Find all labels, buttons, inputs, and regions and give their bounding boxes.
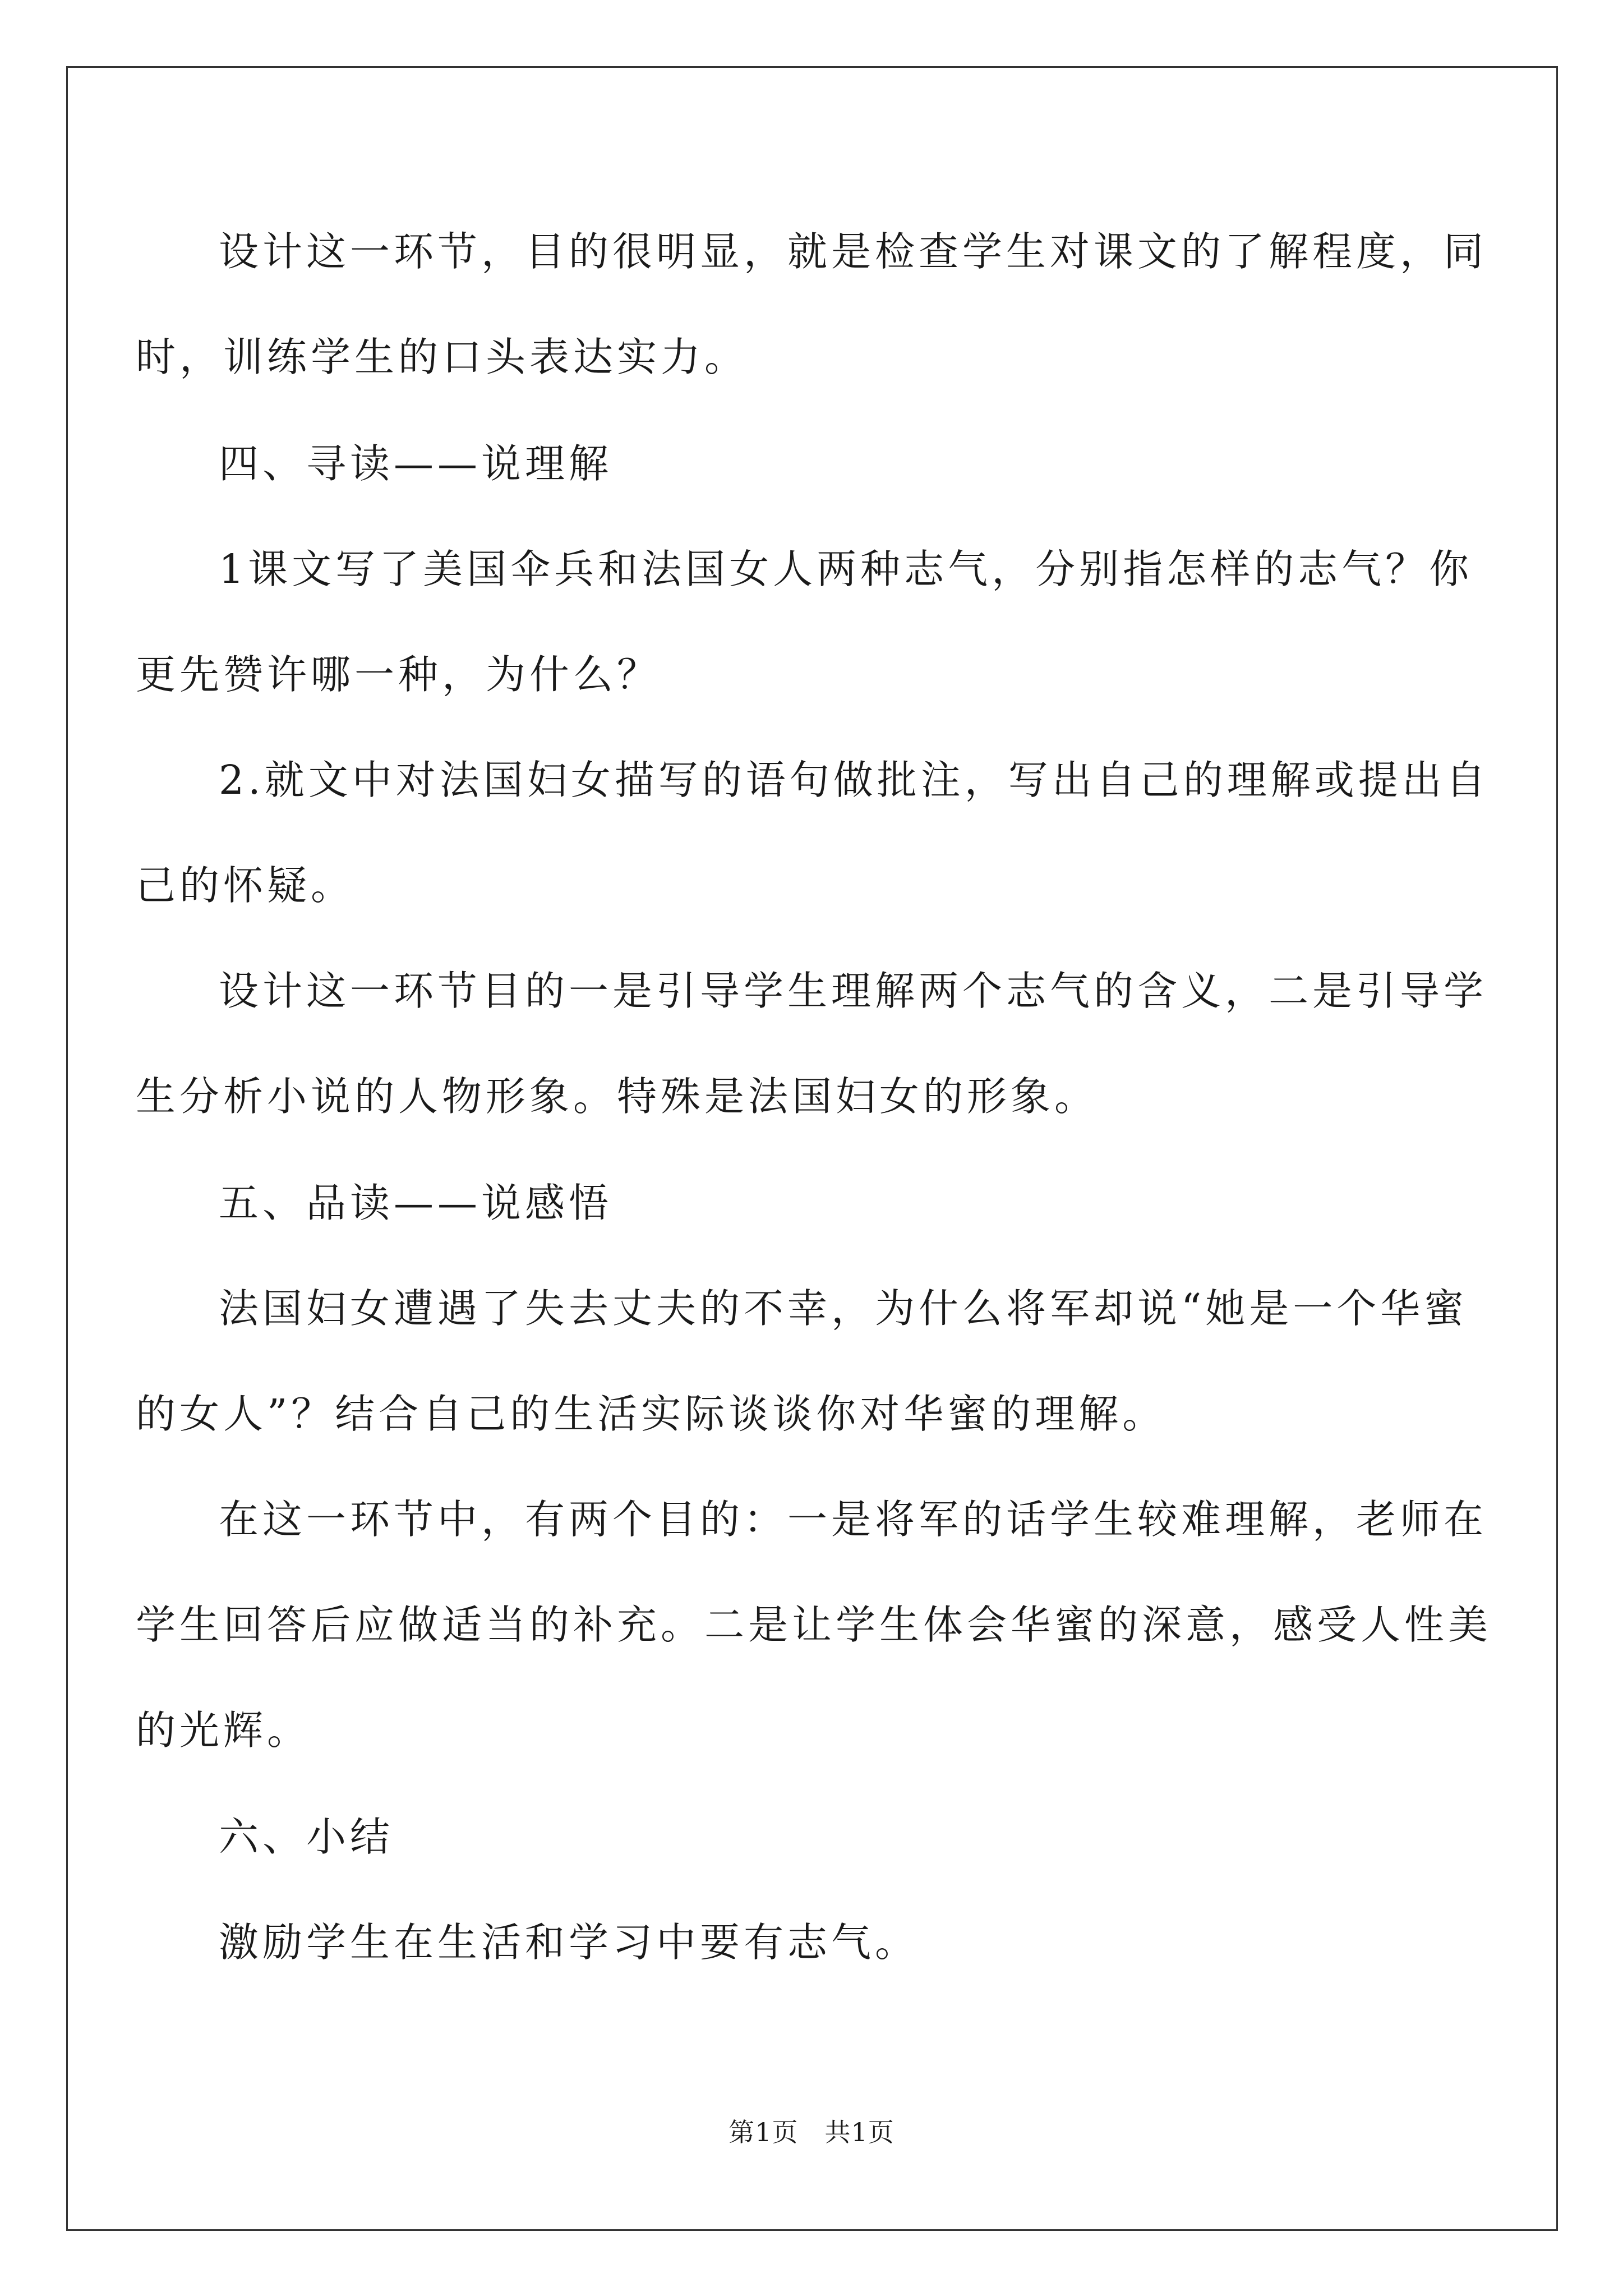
- section-heading-5: 五、品读——说感悟: [219, 1180, 613, 1226]
- paragraph-design-note: 设计这一环节目的一是引导学生理解两个志气的含义，二是引导学生分析小说的人物形象。特殊是法国妇女的形象。: [136, 968, 1488, 1120]
- paragraph-question-3: 法国妇女遭遇了失去丈夫的不幸，为什么将军却说“她是一个华蜜的女人”？结合自己的生活实际谈谈你对华蜜的理解。: [136, 1285, 1468, 1437]
- paragraph-1: 设计这一环节，目的很明显，就是检查学生对课文的了解程度，同时，训练学生的口头表达实力。: [136, 228, 1488, 380]
- paragraph-summary: 激励学生在生活和学习中要有志气。: [219, 1919, 919, 1966]
- page-footer: 第1页 共1页: [728, 2117, 895, 2147]
- paragraph-question-2: 2.就文中对法国妇女描写的语句做批注，写出自己的理解或提出自己的怀疑。: [136, 757, 1490, 909]
- paragraph-purpose: 在这一环节中，有两个目的：一是将军的话学生较难理解，老师在学生回答后应做适当的补充。二是让学生体会华蜜的深意，感受人性美的光辉。: [136, 1496, 1492, 1754]
- paragraph-question-1: 1课文写了美国伞兵和法国女人两种志气，分别指怎样的志气？你更先赞许哪一种，为什么？: [136, 546, 1473, 698]
- section-heading-4: 四、寻读——说理解: [219, 440, 613, 487]
- section-heading-6: 六、小结: [219, 1814, 394, 1860]
